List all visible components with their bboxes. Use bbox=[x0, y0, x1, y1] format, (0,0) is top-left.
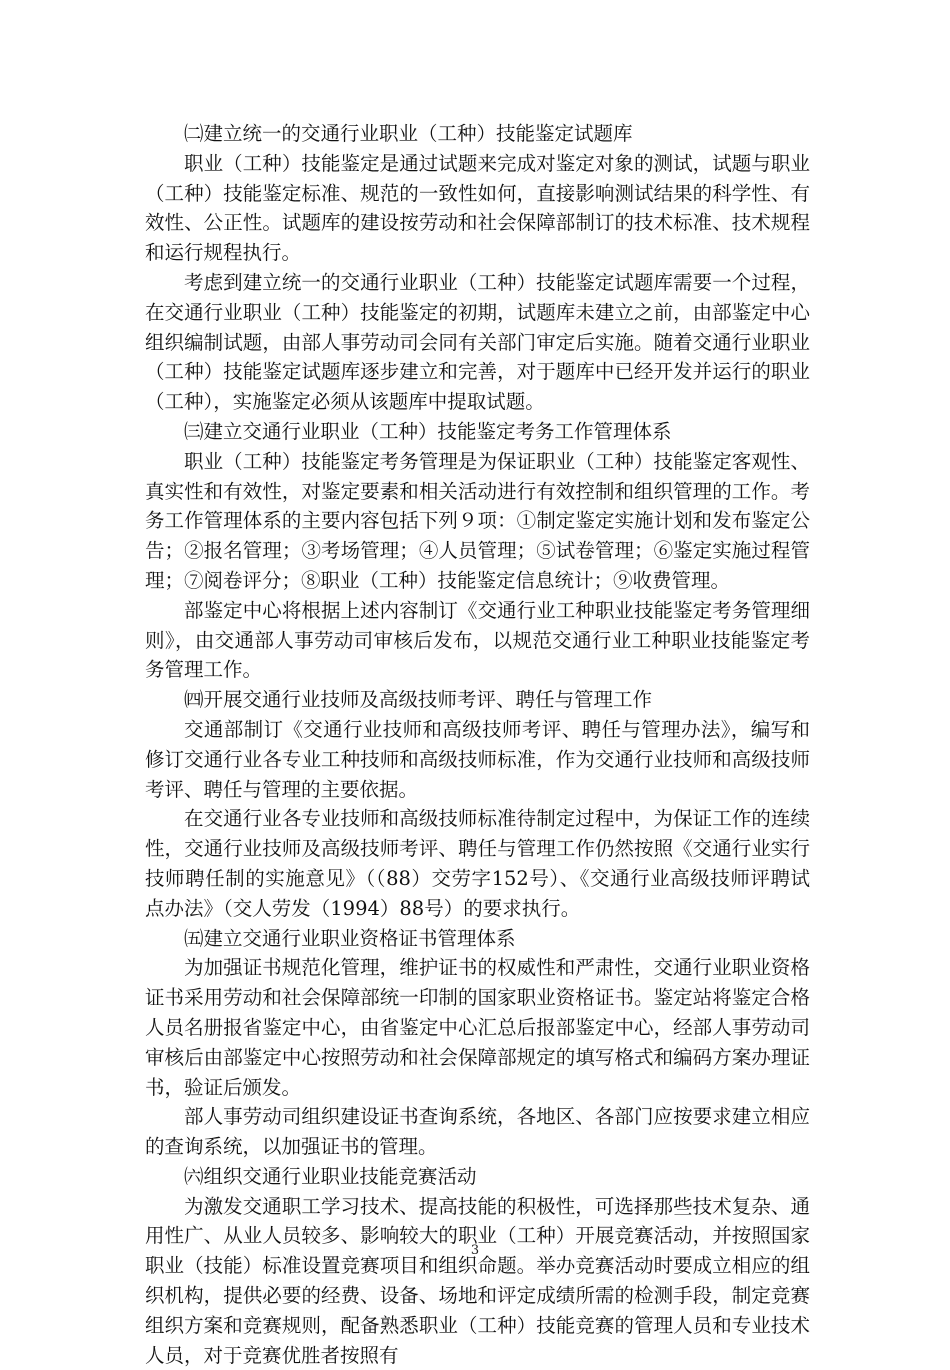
page-number: 3 bbox=[470, 1243, 480, 1258]
paragraph: 职业（工种）技能鉴定考务管理是为保证职业（工种）技能鉴定客观性、真实性和有效性，对鉴定要素和相关活动进行有效控制和组织管理的工作。考务工作管理体系的主要内容包括下列９项：①制定鉴定实施计划和发布鉴定公告；②报名管理；③考场管理；④人员管理；⑤试卷管理；⑥鉴定实施过程管理；⑦阅卷评分；⑧职业（工种）技能鉴定信息统计；⑨收费管理。 bbox=[145, 449, 810, 592]
paragraph: 在交通行业各专业技师和高级技师标准待制定过程中，为保证工作的连续性，交通行业技师及高级技师考评、聘任与管理工作仍然按照《交通行业实行技师聘任制的实施意见》（（88）交劳字152号）、《交通行业高级技师评聘试点办法》（交人劳发（1994）88号）的要求执行。 bbox=[145, 807, 810, 920]
section-heading-4: ㈣开展交通行业技师及高级技师考评、聘任与管理工作 bbox=[184, 688, 653, 712]
paragraph: 为激发交通职工学习技术、提高技能的积极性，可选择那些技术复杂、通用性广、从业人员较多、影响较大的职业（工种）开展竞赛活动，并按照国家职业（技能）标准设置竞赛项目和组织命题。举办竞赛活动时要成立相应的组织机构，提供必要的经费、设备、场地和评定成绩所需的检测手段，制定竞赛组织方案和竞赛规则，配备熟悉职业（工种）技能竞赛的管理人员和专业技术人员，对于竞赛优胜者按照有 bbox=[145, 1194, 810, 1367]
section-heading-3: ㈢建立交通行业职业（工种）技能鉴定考务工作管理体系 bbox=[184, 419, 672, 443]
paragraph: 部鉴定中心将根据上述内容制订《交通行业工种职业技能鉴定考务管理细则》，由交通部人事劳动司审核后发布，以规范交通行业工种职业技能鉴定考务管理工作。 bbox=[145, 598, 810, 682]
paragraph: 交通部制订《交通行业技师和高级技师考评、聘任与管理办法》，编写和修订交通行业各专业工种技师和高级技师标准，作为交通行业技师和高级技师考评、聘任与管理的主要依据。 bbox=[145, 717, 810, 801]
paragraph: 考虑到建立统一的交通行业职业（工种）技能鉴定试题库需要一个过程，在交通行业职业（工种）技能鉴定的初期，试题库未建立之前，由部鉴定中心组织编制试题，由部人事劳动司会同有关部门审定后实施。随着交通行业职业（工种）技能鉴定试题库逐步建立和完善，对于题库中已经开发并运行的职业（工种），实施鉴定必须从该题库中提取试题。 bbox=[145, 270, 810, 414]
paragraph: 部人事劳动司组织建设证书查询系统，各地区、各部门应按要求建立相应的查询系统，以加强证书的管理。 bbox=[145, 1105, 810, 1159]
document-body bbox=[145, 119, 810, 1370]
section-heading-5: ㈤建立交通行业职业资格证书管理体系 bbox=[184, 926, 516, 950]
section-heading-6: ㈥组织交通行业职业技能竞赛活动 bbox=[184, 1164, 477, 1188]
paragraph: 职业（工种）技能鉴定是通过试题来完成对鉴定对象的测试，试题与职业（工种）技能鉴定标准、规范的一致性如何，直接影响测试结果的科学性、有效性、公正性。试题库的建设按劳动和社会保障部制订的技术标准、技术规程和运行规程执行。 bbox=[145, 151, 810, 265]
paragraph: 为加强证书规范化管理，维护证书的权威性和严肃性，交通行业职业资格证书采用劳动和社会保障部统一印制的国家职业资格证书。鉴定站将鉴定合格人员名册报省鉴定中心，由省鉴定中心汇总后报部鉴定中心，经部人事劳动司审核后由部鉴定中心按照劳动和社会保障部规定的填写格式和编码方案办理证书，验证后颁发。 bbox=[145, 956, 810, 1099]
section-heading-2: ㈡建立统一的交通行业职业（工种）技能鉴定试题库 bbox=[184, 122, 633, 145]
